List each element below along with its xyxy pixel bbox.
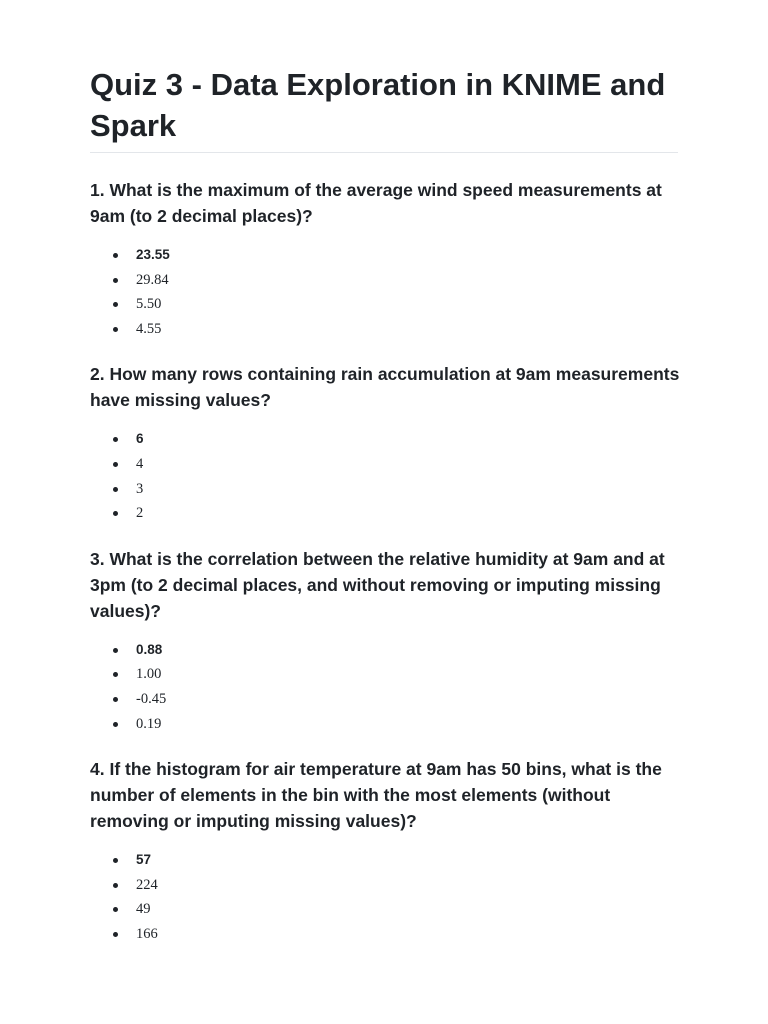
option-label: 166: [136, 925, 158, 942]
question-text: 4. If the histogram for air temperature at 9am has 50 bins, what is the number of elements in the bin with the most elements (without removing or imputing missing values)?: [90, 759, 662, 832]
option-label: 0.88: [136, 641, 163, 657]
option-label: 23.55: [136, 247, 170, 262]
answer-option: [113, 317, 678, 342]
bullet-icon: [113, 253, 118, 258]
question-text: 3. What is the correlation between the relative humidity at 9am and at 3pm (to 2 decimal places, and without removing or imputing missing values)?: [90, 548, 665, 621]
bullet-icon: [113, 302, 118, 307]
option-label: 0.19: [136, 715, 162, 732]
answer-option: [113, 897, 678, 922]
answer-options: [90, 243, 678, 341]
option-label: 6: [136, 431, 144, 447]
bullet-icon: [113, 697, 118, 702]
answer-option: [113, 268, 678, 293]
question-text: 2. How many rows containing rain accumulation at 9am measurements have missing values?: [90, 364, 680, 411]
answer-option: [113, 687, 678, 712]
question-text: 1. What is the maximum of the average wind speed measurements at 9am (to 2 decimal places)?: [90, 180, 662, 226]
bullet-icon: [113, 722, 118, 727]
answer-option: [113, 501, 678, 526]
answer-options: [90, 638, 678, 736]
answer-option-correct: [113, 848, 678, 873]
bullet-icon: [113, 462, 118, 467]
bullet-icon: [113, 858, 118, 863]
answer-option: [113, 292, 678, 317]
answer-option: [113, 922, 678, 947]
answer-option: [113, 712, 678, 737]
question-4: [90, 756, 678, 946]
option-label: 49: [136, 901, 151, 918]
question-3: [90, 546, 678, 736]
question-2: [90, 361, 678, 525]
option-label: 5.50: [136, 296, 162, 313]
title-divider: [90, 152, 678, 153]
answer-option: [113, 662, 678, 687]
answer-option: [113, 873, 678, 898]
bullet-icon: [113, 278, 118, 283]
bullet-icon: [113, 511, 118, 516]
answer-options: [90, 848, 678, 946]
bullet-icon: [113, 932, 118, 937]
bullet-icon: [113, 327, 118, 332]
option-label: 4: [136, 455, 144, 472]
bullet-icon: [113, 648, 118, 653]
option-label: 29.84: [136, 271, 169, 288]
bullet-icon: [113, 672, 118, 677]
page-title: Quiz 3 - Data Exploration in KNIME and Spark: [90, 67, 666, 143]
option-label: 4.55: [136, 320, 162, 337]
option-label: 2: [136, 505, 144, 522]
option-label: -0.45: [136, 690, 167, 707]
bullet-icon: [113, 437, 118, 442]
bullet-icon: [113, 907, 118, 912]
bullet-icon: [113, 883, 118, 888]
question-1: [90, 177, 678, 341]
answer-option-correct: [113, 638, 678, 663]
answer-option: [113, 477, 678, 502]
answer-option: [113, 452, 678, 477]
answer-options: [90, 427, 678, 525]
answer-option-correct: [113, 243, 678, 268]
option-label: 224: [136, 876, 158, 893]
answer-option-correct: [113, 427, 678, 452]
option-label: 3: [136, 480, 144, 497]
option-label: 57: [136, 852, 152, 868]
bullet-icon: [113, 487, 118, 492]
option-label: 1.00: [136, 666, 162, 683]
